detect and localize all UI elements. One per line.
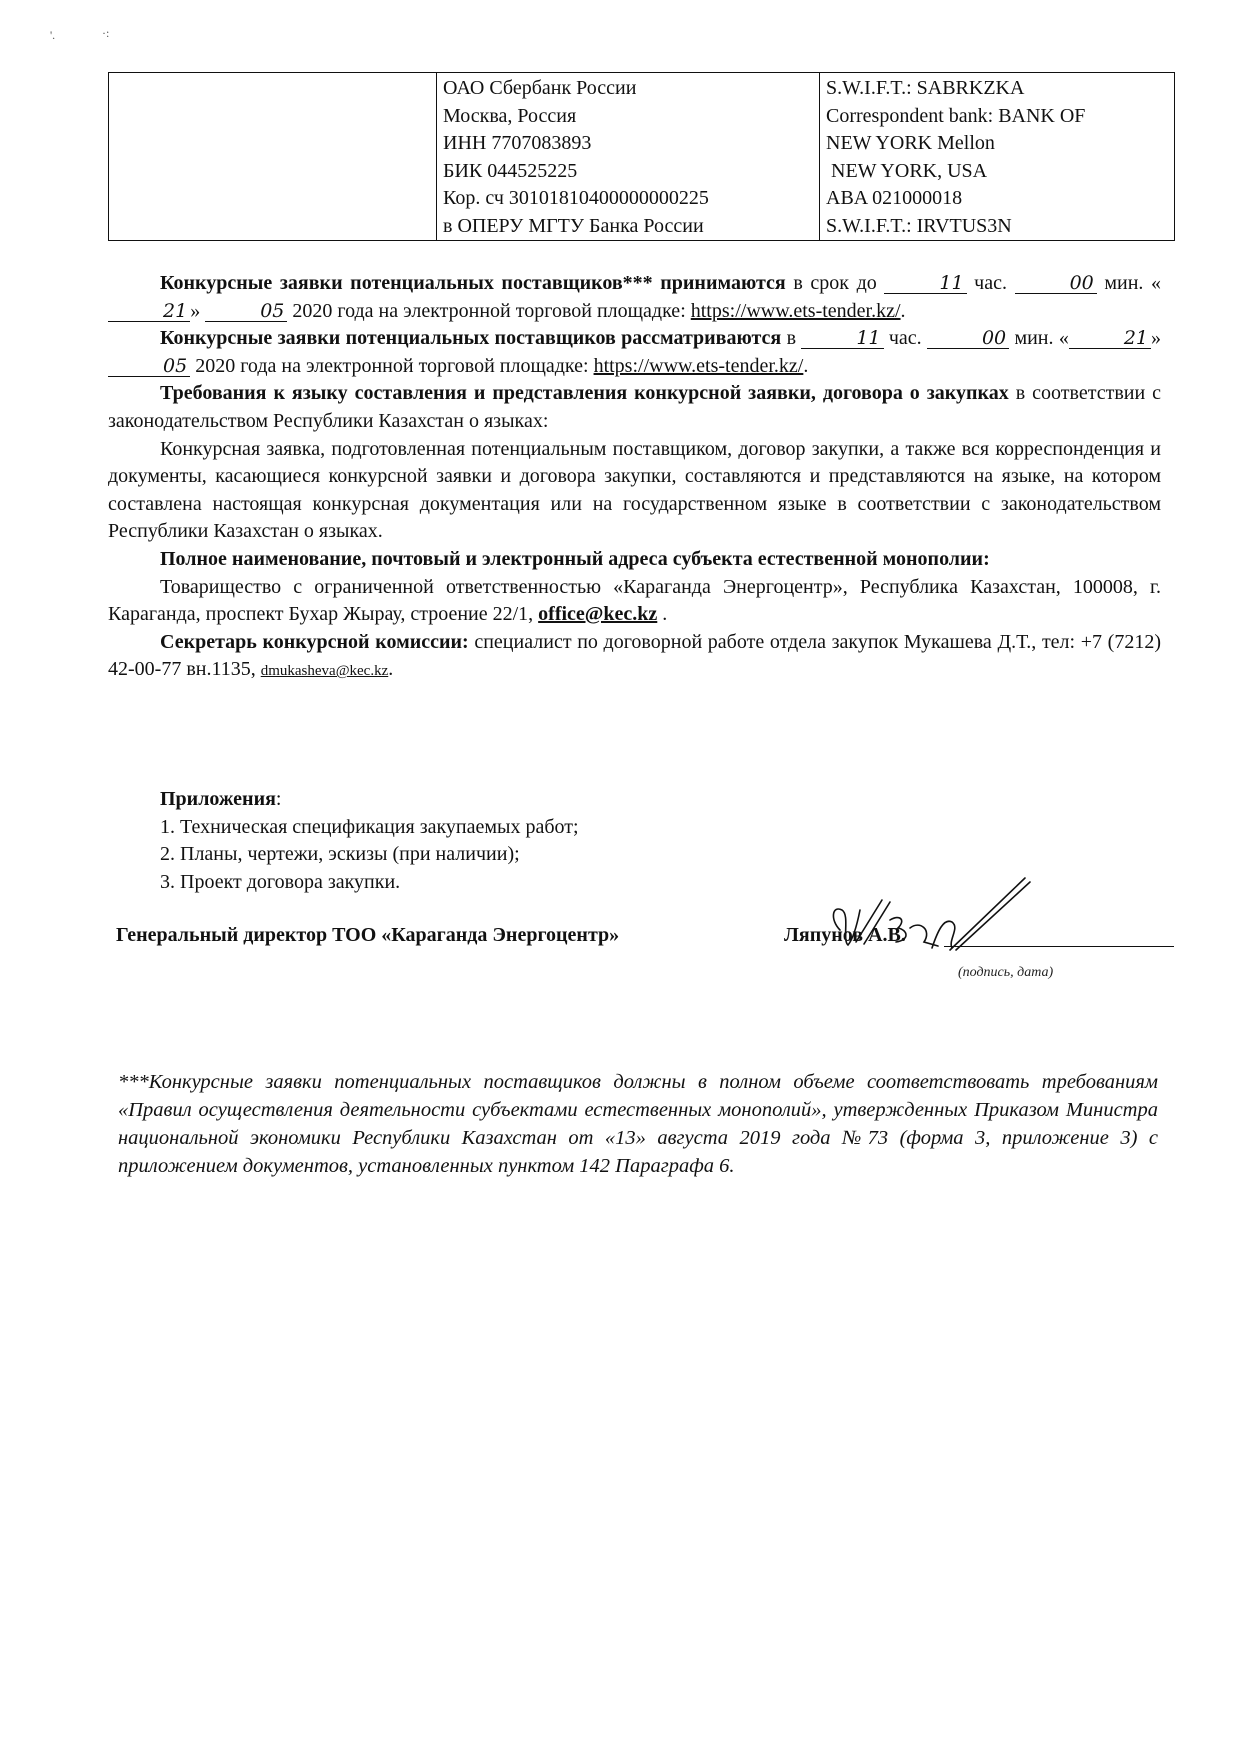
correspondent-bank-name: NEW YORK Mellon [826, 132, 995, 154]
text: 2020 года на электронной торговой площадке: [190, 354, 594, 377]
bank-name: ОАО Сбербанк России [443, 77, 637, 99]
appendix-item: 1. Техническая спецификация закупаемых работ; [160, 815, 579, 838]
language-body-paragraph: Конкурсная заявка, подготовленная потенциальным поставщиком, договор закупки, а также вся корреспонденция и документы, касающиеся конкурсной заявки и договора закупки, составляются и представляются на языке, на котором составлена настоящая конкурсная документация или на государственном языке в соответствии с законодательством Республики Казахстан о языках. [108, 437, 1161, 543]
bank-details-table [108, 72, 1175, 241]
ets-tender-link[interactable]: https://www.ets-tender.kz/ [690, 299, 901, 322]
swift-code: S.W.I.F.T.: SABRKZKA [826, 77, 1025, 99]
text: специалист по договорной работе отдела закупок Мукашева Д.Т., тел: +7 (7212) 42-00-77 вн.1135, [108, 630, 1161, 681]
text: в [781, 327, 802, 350]
signatory-position: Генеральный директор ТОО «Караганда Энергоцентр» [116, 924, 620, 946]
text: . [657, 603, 668, 626]
footnote: ***Конкурсные заявки потенциальных поставщиков должны в полном объеме соответствовать требованиям «Правил осуществления деятельности субъектами естественных монополий», утвержденных Приказом Министра национальной экономики Республики Казахстан от «13» августа 2019 года №73 (форма 3, приложение 3) с приложением документов, установленных пунктом 142 Параграфа 6. [118, 1071, 1158, 1177]
text: . [900, 299, 906, 322]
secretary-email-link[interactable]: dmukasheva@kec.kz [260, 663, 389, 680]
text: » [1151, 327, 1162, 350]
handwritten-day: 21 [108, 301, 190, 322]
text: час. [966, 272, 1015, 294]
ets-tender-link[interactable]: https://www.ets-tender.kz/ [593, 354, 804, 377]
signatory-name: Ляпунов А.В. [784, 924, 906, 946]
signature-caption: (подпись, дата) [958, 965, 1054, 980]
review-paragraph [108, 325, 1161, 380]
correspondent-bank-city: NEW YORK, USA [826, 159, 988, 182]
bank-details-russia [437, 73, 820, 241]
correspondent-bank: Correspondent bank: BANK OF [826, 104, 1086, 127]
monopoly-heading: Полное наименование, почтовый и электронный адреса субъекта естественной монополии: [160, 547, 990, 570]
handwritten-month: 05 [205, 301, 287, 322]
text: мин. « [1009, 327, 1069, 350]
text: в срок до [785, 272, 885, 294]
scan-artifact: '. [50, 28, 56, 42]
appendices-section [160, 786, 579, 896]
text: Товарищество с ограниченной ответственностью «Караганда Энергоцентр», Республика Казахстан, 100008, г. Караганда, проспект Бухар Жырау, строение 22/1, [108, 575, 1161, 626]
handwritten-hour: 11 [884, 273, 966, 294]
aba-code: ABA 021000018 [826, 187, 963, 209]
text: . [803, 354, 809, 377]
text: час. [883, 327, 927, 350]
handwritten-month: 05 [108, 356, 190, 377]
language-requirements-heading: Требования к языку составления и представления конкурсной заявки, договора о закупках [160, 382, 1009, 405]
bank-bik: БИК 044525225 [443, 159, 578, 182]
appendix-item: 3. Проект договора закупки. [160, 870, 401, 893]
monopoly-address-paragraph [108, 574, 1161, 629]
language-requirements-paragraph [108, 380, 1161, 435]
acceptance-paragraph [108, 270, 1161, 325]
correspondent-swift: S.W.I.F.T.: IRVTUS3N [826, 214, 1012, 237]
office-email-link[interactable]: office@kec.kz [538, 603, 658, 626]
text: » [190, 299, 206, 322]
appendix-item: 2. Планы, чертежи, эскизы (при наличии); [160, 843, 520, 865]
appendices-heading: Приложения [160, 788, 276, 810]
secretary-paragraph [108, 629, 1161, 686]
bank-branch: в ОПЕРУ МГТУ Банка России [443, 214, 704, 237]
handwritten-hour: 11 [801, 328, 883, 349]
scan-artifact: ·: [102, 26, 110, 40]
text: . [388, 658, 394, 681]
bank-table-empty-cell [109, 73, 437, 241]
secretary-heading: Секретарь конкурсной комиссии: [160, 630, 469, 653]
handwritten-signature-icon [820, 870, 1080, 960]
handwritten-minutes: 00 [1015, 273, 1097, 294]
text: : [275, 788, 282, 810]
bank-corr-account: Кор. сч 30101810400000000225 [443, 187, 709, 209]
text: мин. « [1096, 272, 1162, 294]
bank-inn: ИНН 7707083893 [443, 132, 592, 154]
bank-city: Москва, Россия [443, 104, 577, 127]
bank-details-correspondent [820, 73, 1175, 241]
document-body [108, 270, 1161, 686]
text: в соответствии с законодательством Республики Казахстан о языках: [108, 382, 1162, 432]
handwritten-minutes: 00 [927, 328, 1009, 349]
text: 2020 года на электронной торговой площадке: [287, 299, 691, 322]
review-heading: Конкурсные заявки потенциальных поставщиков рассматриваются [160, 327, 782, 350]
acceptance-heading: Конкурсные заявки потенциальных поставщиков*** принимаются [160, 272, 786, 294]
handwritten-day: 21 [1069, 328, 1151, 349]
